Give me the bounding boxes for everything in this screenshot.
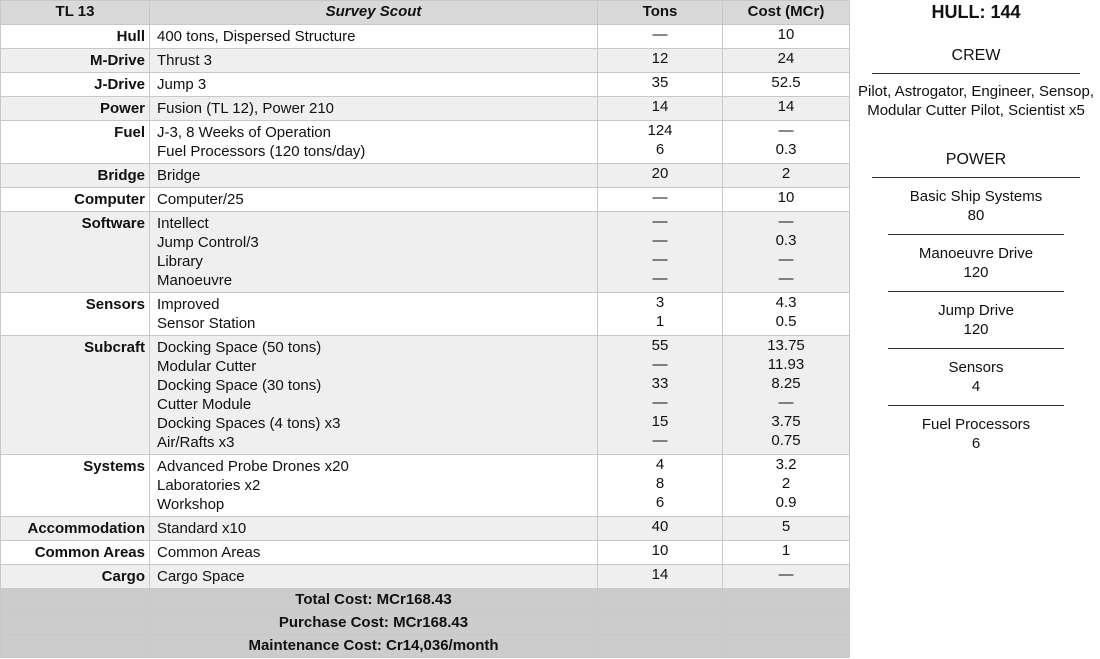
tons-value-cell <box>598 188 723 212</box>
tons-value: — <box>652 189 668 206</box>
cost-value: 14 <box>777 98 795 115</box>
power-item-value: 4 <box>971 378 981 395</box>
power-item-value: 120 <box>963 264 989 281</box>
cost-value-cell <box>723 565 850 589</box>
component-name: Manoeuvre <box>157 272 233 289</box>
component-name-cell <box>150 164 598 188</box>
tons-value: 8 <box>655 475 665 492</box>
maintenance-cost-row <box>1 635 850 658</box>
cost-value-cell <box>723 121 850 164</box>
component-name-cell <box>150 565 598 589</box>
crew-title: CREW <box>951 47 1001 64</box>
header-row <box>1 1 850 25</box>
tons-value-cell <box>598 455 723 517</box>
tons-value: 40 <box>651 518 669 535</box>
cost-value: 4.3 <box>775 294 797 311</box>
spec-row <box>1 336 850 455</box>
cost-value: 52.5 <box>771 74 801 91</box>
cost-value-cell <box>723 541 850 565</box>
power-item <box>852 406 1100 462</box>
component-name: Jump 3 <box>157 76 207 93</box>
component-name-cell <box>150 49 598 73</box>
cost-value: — <box>778 213 794 230</box>
tons-value: 14 <box>651 98 669 115</box>
cost-value-cell <box>723 293 850 336</box>
tons-value: 3 <box>655 294 665 311</box>
tons-value: 20 <box>651 165 669 182</box>
component-name: Jump Control/3 <box>157 234 259 251</box>
summary-panel <box>852 0 1100 659</box>
tons-value: 14 <box>651 566 669 583</box>
cost-value-cell <box>723 188 850 212</box>
cost-value: 0.3 <box>775 141 797 158</box>
section-label: Cargo <box>1 565 150 589</box>
component-name: Sensor Station <box>157 315 256 332</box>
cost-header: Cost (MCr) <box>723 1 850 25</box>
cost-value: — <box>778 251 794 268</box>
crew-divider <box>872 73 1080 74</box>
power-item-value: 6 <box>971 435 981 452</box>
component-name-cell <box>150 336 598 455</box>
tons-value: 55 <box>651 337 669 354</box>
component-name: Docking Space (50 tons) <box>157 339 322 356</box>
cost-value: 13.75 <box>767 337 805 354</box>
tons-value: — <box>652 26 668 43</box>
tons-value-cell <box>598 517 723 541</box>
component-name: Advanced Probe Drones x20 <box>157 458 349 475</box>
spec-row <box>1 188 850 212</box>
section-label: Software <box>1 212 150 293</box>
component-name-cell <box>150 541 598 565</box>
crew-list: Pilot, Astrogator, Engineer, Sensop, Modular Cutter Pilot, Scientist x5 <box>858 83 1094 119</box>
component-name-cell <box>150 212 598 293</box>
power-item <box>852 349 1100 405</box>
power-item-value: 80 <box>967 207 985 224</box>
cost-value-cell <box>723 164 850 188</box>
tons-value: 35 <box>651 74 669 91</box>
maintenance-cost: Maintenance Cost: Cr14,036/month <box>150 635 598 658</box>
component-name: Docking Space (30 tons) <box>157 377 322 394</box>
tons-value: 1 <box>655 313 665 330</box>
component-name-cell <box>150 73 598 97</box>
spec-row <box>1 25 850 49</box>
cost-value: 24 <box>777 50 795 67</box>
total-cost-row <box>1 589 850 612</box>
component-name: J-3, 8 Weeks of Operation <box>157 124 331 141</box>
component-name: Computer/25 <box>157 191 244 208</box>
tons-value: — <box>652 394 668 411</box>
component-name-cell <box>150 455 598 517</box>
total-cost: Total Cost: MCr168.43 <box>150 589 598 612</box>
tons-value-cell <box>598 541 723 565</box>
tons-value: 10 <box>651 542 669 559</box>
component-name: Modular Cutter <box>157 358 257 375</box>
purchase-cost: Purchase Cost: MCr168.43 <box>150 612 598 635</box>
section-label: Sensors <box>1 293 150 336</box>
spec-row <box>1 565 850 589</box>
ship-name-header: Survey Scout <box>150 1 598 25</box>
cost-value: 3.2 <box>775 456 797 473</box>
tons-value: — <box>652 213 668 230</box>
power-item-label: Sensors <box>948 359 1004 376</box>
cost-value: — <box>778 122 794 139</box>
cost-value: 0.9 <box>775 494 797 511</box>
component-name: Laboratories x2 <box>157 477 261 494</box>
tons-value-cell <box>598 121 723 164</box>
power-item-label: Basic Ship Systems <box>909 188 1043 205</box>
cost-value: 2 <box>781 165 791 182</box>
cost-value-cell <box>723 49 850 73</box>
section-label: Accommodation <box>1 517 150 541</box>
cost-value: 10 <box>777 26 795 43</box>
tons-value: 6 <box>655 141 665 158</box>
cost-value-cell <box>723 336 850 455</box>
cost-value: — <box>778 270 794 287</box>
tons-value: — <box>652 356 668 373</box>
cost-value-cell <box>723 455 850 517</box>
cost-value: 10 <box>777 189 795 206</box>
cost-value-cell <box>723 517 850 541</box>
cost-value: 1 <box>781 542 791 559</box>
cost-value-cell <box>723 25 850 49</box>
cost-value: 11.93 <box>767 356 805 373</box>
component-name: Cutter Module <box>157 396 252 413</box>
power-item <box>852 178 1100 234</box>
power-item-label: Manoeuvre Drive <box>918 245 1034 262</box>
tons-value: 4 <box>655 456 665 473</box>
power-item-value: 120 <box>963 321 989 338</box>
tons-value: 15 <box>651 413 669 430</box>
power-item-label: Jump Drive <box>938 302 1014 319</box>
tons-value: — <box>652 432 668 449</box>
component-name: Fusion (TL 12), Power 210 <box>157 100 335 117</box>
cost-value-cell <box>723 73 850 97</box>
tons-value: 33 <box>651 375 669 392</box>
spec-body <box>1 25 850 589</box>
cost-value-cell <box>723 97 850 121</box>
spec-row <box>1 49 850 73</box>
tons-value-cell <box>598 164 723 188</box>
spec-row <box>1 73 850 97</box>
section-label: Systems <box>1 455 150 517</box>
purchase-cost-row <box>1 612 850 635</box>
component-name-cell <box>150 517 598 541</box>
component-name: Thrust 3 <box>157 52 213 69</box>
tech-level-header: TL 13 <box>1 1 150 25</box>
tons-value-cell <box>598 73 723 97</box>
section-label: Hull <box>1 25 150 49</box>
cost-value-cell <box>723 212 850 293</box>
spec-row <box>1 212 850 293</box>
tons-value-cell <box>598 336 723 455</box>
component-name: Cargo Space <box>157 568 245 585</box>
component-name: Workshop <box>157 496 225 513</box>
component-name-cell <box>150 293 598 336</box>
spec-row <box>1 455 850 517</box>
spec-row <box>1 293 850 336</box>
tons-header: Tons <box>598 1 723 25</box>
power-list <box>852 178 1100 462</box>
tons-value-cell <box>598 97 723 121</box>
component-name-cell <box>150 188 598 212</box>
spec-row <box>1 517 850 541</box>
component-name: Bridge <box>157 167 201 184</box>
tons-value: 12 <box>651 50 669 67</box>
component-name-cell <box>150 97 598 121</box>
section-label: Power <box>1 97 150 121</box>
component-name: Air/Rafts x3 <box>157 434 235 451</box>
tons-value-cell <box>598 49 723 73</box>
power-item <box>852 292 1100 348</box>
tons-value: 124 <box>647 122 673 139</box>
tons-value: — <box>652 270 668 287</box>
tons-value: 6 <box>655 494 665 511</box>
power-title: POWER <box>945 151 1007 168</box>
tons-value-cell <box>598 212 723 293</box>
cost-value: 2 <box>781 475 791 492</box>
component-name: Common Areas <box>157 544 261 561</box>
section-label: J-Drive <box>1 73 150 97</box>
component-name: 400 tons, Dispersed Structure <box>157 28 356 45</box>
tons-value-cell <box>598 565 723 589</box>
cost-value: 0.75 <box>771 432 801 449</box>
power-item-label: Fuel Processors <box>921 416 1031 433</box>
spec-row <box>1 121 850 164</box>
tons-value-cell <box>598 25 723 49</box>
component-name-cell <box>150 121 598 164</box>
cost-value: 0.5 <box>775 313 797 330</box>
component-name: Fuel Processors (120 tons/day) <box>157 143 366 160</box>
spec-row <box>1 164 850 188</box>
section-label: M-Drive <box>1 49 150 73</box>
tons-value: — <box>652 232 668 249</box>
cost-value: 8.25 <box>771 375 801 392</box>
cost-value: — <box>778 394 794 411</box>
hull-points: HULL: 144 <box>931 2 1021 22</box>
section-label: Common Areas <box>1 541 150 565</box>
component-name: Library <box>157 253 203 270</box>
component-name: Intellect <box>157 215 209 232</box>
section-label: Subcraft <box>1 336 150 455</box>
section-label: Computer <box>1 188 150 212</box>
spec-row <box>1 97 850 121</box>
cost-value: 3.75 <box>771 413 801 430</box>
section-label: Bridge <box>1 164 150 188</box>
tons-value: — <box>652 251 668 268</box>
component-name: Docking Spaces (4 tons) x3 <box>157 415 341 432</box>
cost-value: 5 <box>781 518 791 535</box>
tons-value-cell <box>598 293 723 336</box>
cost-value: — <box>778 566 794 583</box>
component-name-cell <box>150 25 598 49</box>
section-label: Fuel <box>1 121 150 164</box>
component-name: Improved <box>157 296 220 313</box>
cost-value: 0.3 <box>775 232 797 249</box>
spec-row <box>1 541 850 565</box>
power-item <box>852 235 1100 291</box>
component-name: Standard x10 <box>157 520 247 537</box>
